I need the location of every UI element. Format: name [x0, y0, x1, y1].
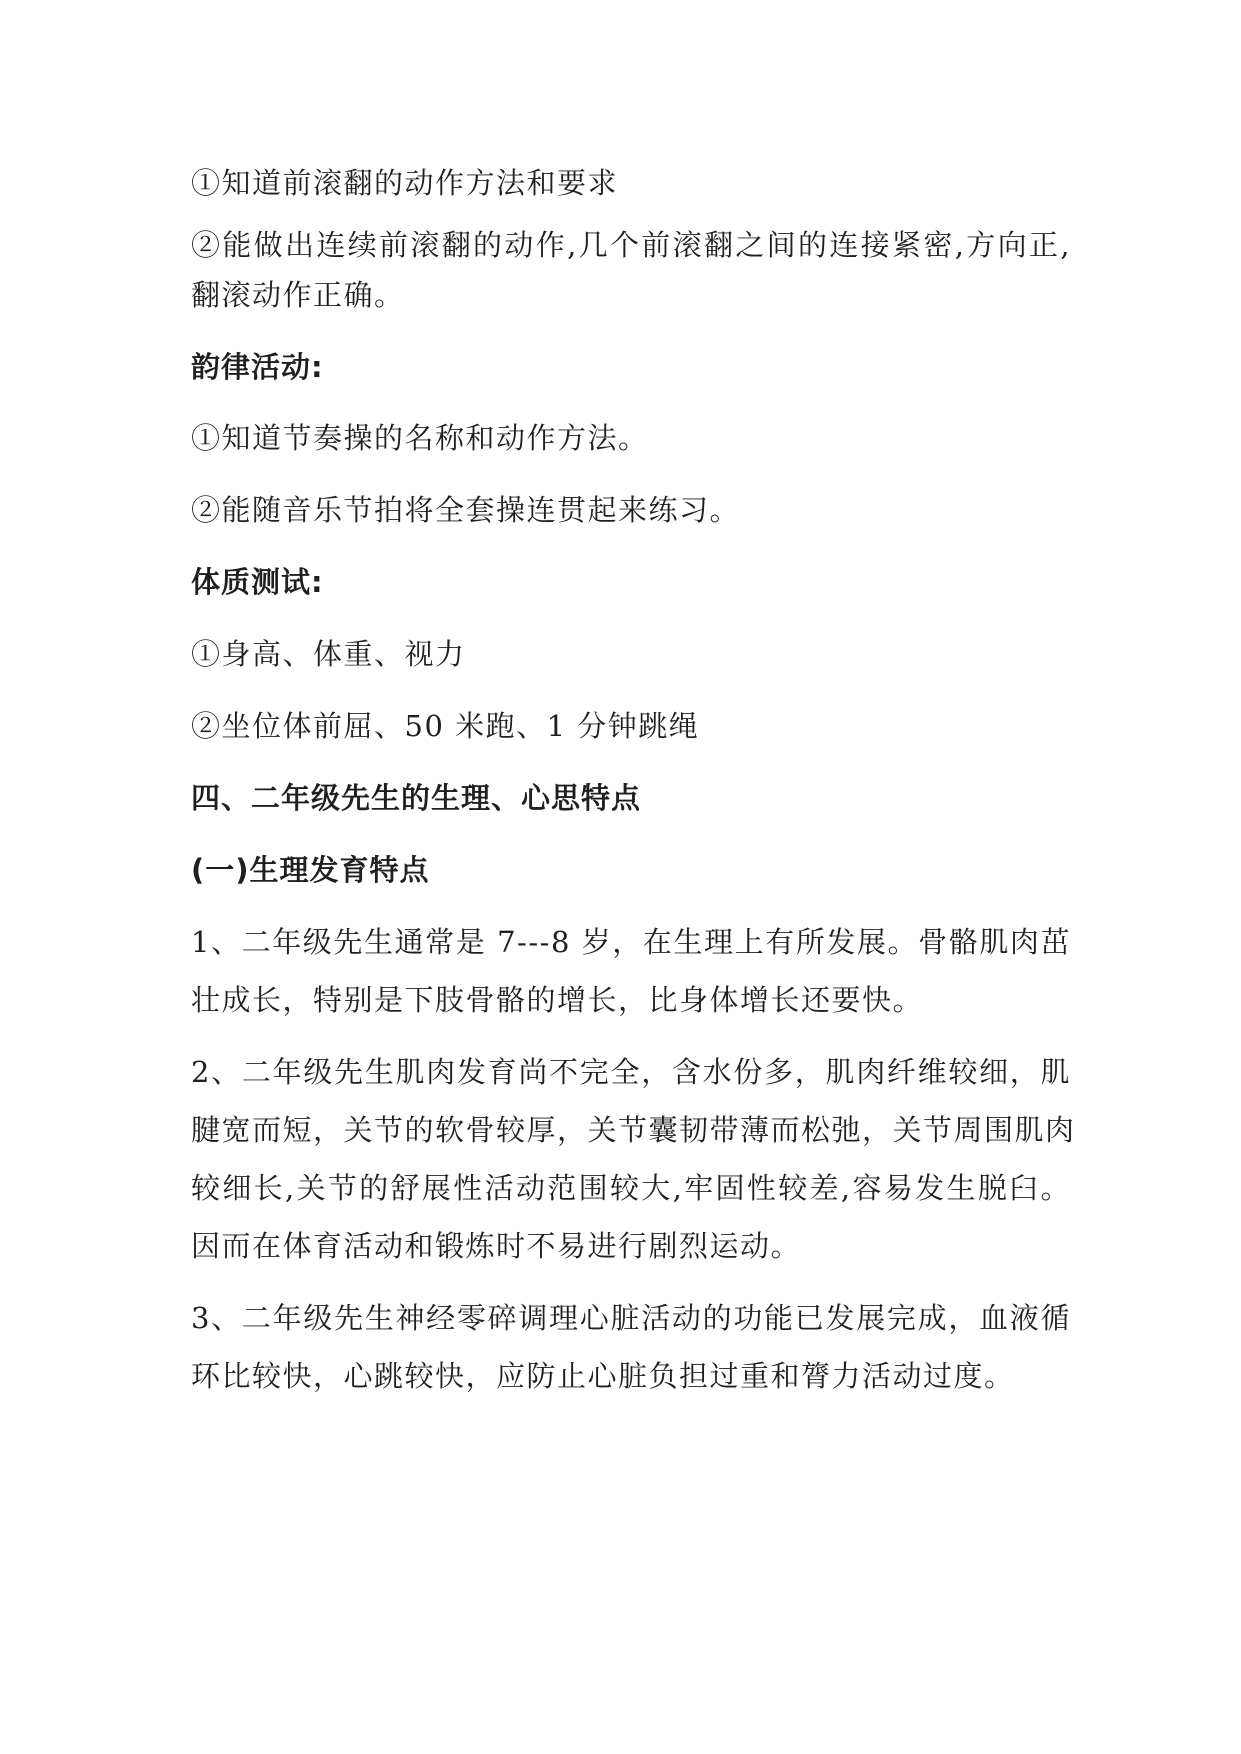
document-page: [191, 0, 1076, 1754]
text-line-rhythm-knowledge: ①知道节奏操的名称和动作方法。: [191, 421, 649, 455]
text-line-roll-skill: ②能做出连续前滚翻的动作,几个前滚翻之间的连接紧密,方向正,: [191, 228, 1071, 262]
heading-fitness-test: 体质测试:: [191, 565, 324, 599]
paragraph-3-line-1: 3、二年级先生神经零碎调理心脏活动的功能已发展完成，血液循: [191, 1301, 1071, 1335]
paragraph-1-line-1: 1、二年级先生通常是 7---8 岁，在生理上有所发展。骨骼肌肉茁: [191, 925, 1071, 959]
text-line-rhythm-skill: ②能随音乐节拍将全套操连贯起来练习。: [191, 493, 741, 527]
text-line-roll-knowledge: ①知道前滚翻的动作方法和要求: [191, 166, 619, 200]
text-line-fitness-2: ②坐位体前屈、50 米跑、1 分钟跳绳: [191, 709, 700, 743]
heading-rhythm-activity: 韵律活动:: [191, 350, 324, 384]
paragraph-2-line-2: 腱宽而短，关节的软骨较厚，关节囊韧带薄而松弛，关节周围肌肉: [191, 1113, 1076, 1147]
heading-section-four: 四、二年级先生的生理、心思特点: [191, 781, 642, 815]
paragraph-1-line-2: 壮成长，特别是下肢骨骼的增长，比身体增长还要快。: [191, 983, 924, 1017]
heading-physiology: (一)生理发育特点: [191, 853, 430, 887]
paragraph-2-line-1: 2、二年级先生肌肉发育尚不完全，含水份多，肌肉纤维较细，肌: [191, 1055, 1071, 1089]
text-line-roll-skill-cont: 翻滚动作正确。: [191, 278, 405, 312]
paragraph-2-line-3: 较细长,关节的舒展性活动范围较大,牢固性较差,容易发生脱臼。: [191, 1171, 1071, 1205]
paragraph-3-line-2: 环比较快，心跳较快，应防止心脏负担过重和膂力活动过度。: [191, 1359, 1015, 1393]
paragraph-2-line-4: 因而在体育活动和锻炼时不易进行剧烈运动。: [191, 1229, 802, 1263]
text-line-fitness-1: ①身高、体重、视力: [191, 637, 466, 671]
